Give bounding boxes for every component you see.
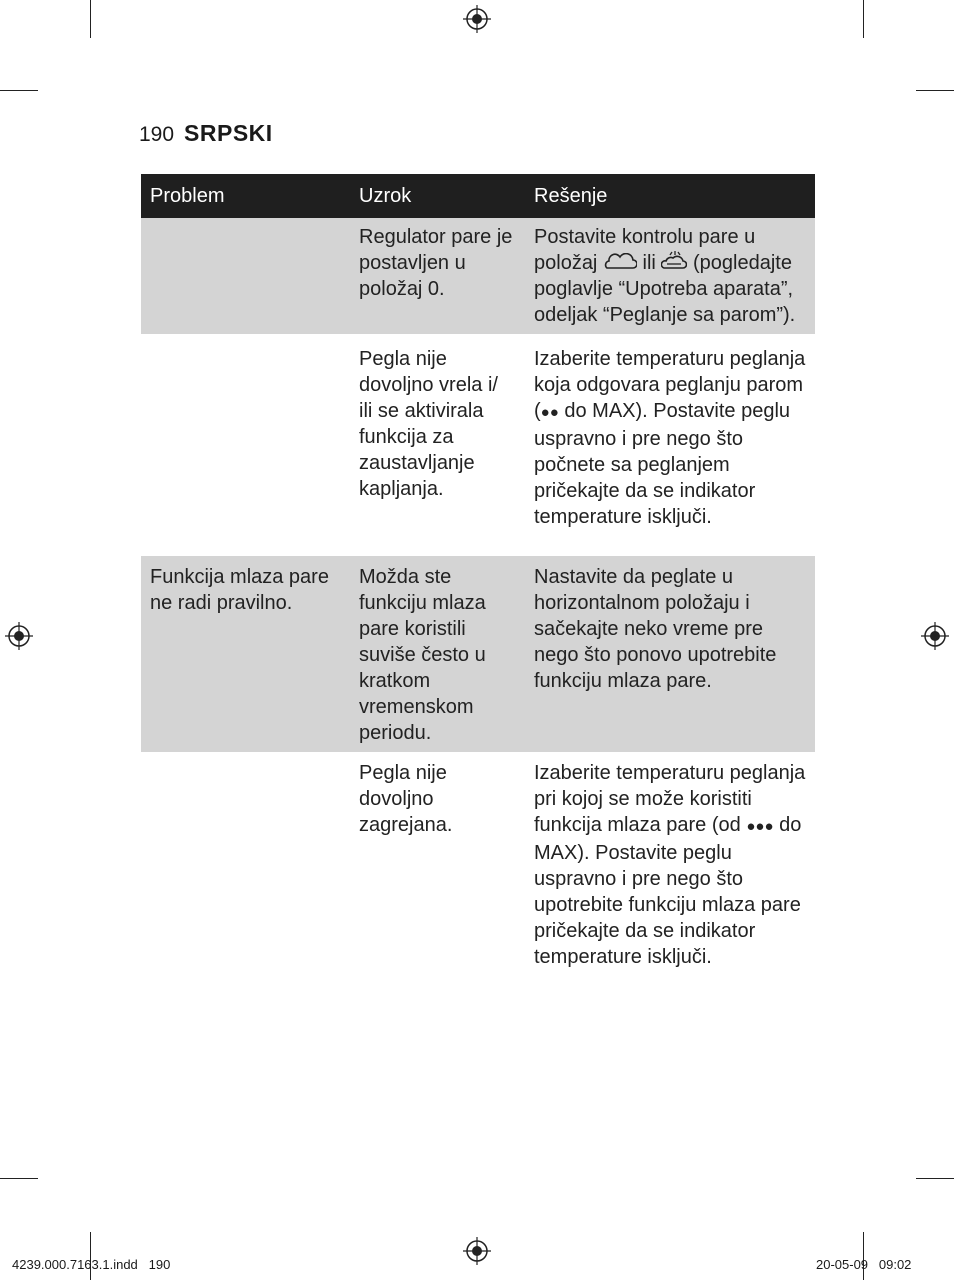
page-header bbox=[139, 120, 273, 147]
crop-mark bbox=[916, 1178, 954, 1179]
solution-cell: Nastavite da peglate u horizontalnom položaju i sačekajte neko vreme pre nego što ponovo upotrebite funkciju mlaza pare. bbox=[525, 556, 815, 752]
solution-text: do MAX). Postavite peglu uspravno i pre nego što počnete sa peglanjem pričekajte da se indikator temperature isključi. bbox=[534, 400, 791, 528]
steam-cloud-plus-icon bbox=[661, 251, 687, 271]
problem-cell bbox=[141, 218, 350, 334]
steam-cloud-icon bbox=[603, 253, 637, 271]
header-cause: Uzrok bbox=[350, 174, 525, 218]
solution-text: (pogledajte poglavlje “Upotreba aparata”, odeljak “Peglanje sa parom”). bbox=[534, 252, 796, 326]
table-header-row bbox=[141, 174, 815, 218]
page-number: 190 bbox=[139, 123, 175, 146]
problem-cell bbox=[141, 752, 350, 997]
registration-mark-icon bbox=[463, 1237, 491, 1265]
solution-cell bbox=[525, 218, 815, 334]
solution-text: Izaberite temperaturu peglanja pri kojoj se može koristiti funkcija mlaza pare (od bbox=[534, 762, 806, 836]
cause-cell: Pegla nije dovoljno vrela i/ ili se aktivirala funkcija za zaustavljanje kapljanja. bbox=[359, 348, 498, 500]
cause-cell: Možda ste funkciju mlaza pare koristili suviše često u kratkom vremenskom periodu. bbox=[350, 556, 525, 752]
footer-file-info: 4239.000.7163.1.indd 190 bbox=[12, 1257, 171, 1272]
crop-mark bbox=[0, 90, 38, 91]
crop-mark bbox=[863, 0, 864, 38]
header-problem: Problem bbox=[141, 174, 350, 218]
registration-mark-icon bbox=[5, 622, 33, 650]
footer-datetime: 20-05-09 09:02 bbox=[816, 1257, 912, 1272]
solution-cell bbox=[525, 334, 815, 556]
header-solution: Rešenje bbox=[525, 174, 815, 218]
crop-mark bbox=[90, 0, 91, 38]
temperature-dots-icon: ●●● bbox=[746, 818, 774, 835]
solution-text: do MAX). Postavite peglu uspravno i pre nego što upotrebite funkciju mlaza pare pričekajte da se indikator temperature isključi. bbox=[534, 814, 802, 968]
registration-mark-icon bbox=[463, 5, 491, 33]
table-row bbox=[141, 218, 815, 334]
crop-mark bbox=[0, 1178, 38, 1179]
table-row bbox=[141, 556, 815, 752]
cause-cell: Regulator pare je postavljen u položaj 0. bbox=[350, 218, 525, 334]
temperature-dots-icon: ●● bbox=[540, 404, 559, 421]
crop-mark bbox=[863, 1232, 864, 1280]
problem-cell: Funkcija mlaza pare ne radi pravilno. bbox=[141, 556, 350, 752]
section-title: SRPSKI bbox=[184, 120, 273, 146]
cause-cell: Pegla nije dovoljno zagrejana. bbox=[359, 762, 453, 836]
table-row bbox=[141, 334, 815, 556]
table-row bbox=[141, 752, 815, 997]
crop-mark bbox=[90, 1232, 91, 1280]
troubleshooting-table bbox=[141, 174, 815, 997]
solution-text: Izaberite temperaturu peglanja koja odgovara peglanju parom ( bbox=[534, 348, 806, 422]
solution-text: ili bbox=[642, 252, 656, 274]
problem-cell bbox=[141, 334, 350, 556]
crop-mark bbox=[916, 90, 954, 91]
solution-cell bbox=[525, 752, 815, 997]
solution-text: Postavite kontrolu pare u položaj bbox=[534, 226, 756, 274]
registration-mark-icon bbox=[921, 622, 949, 650]
